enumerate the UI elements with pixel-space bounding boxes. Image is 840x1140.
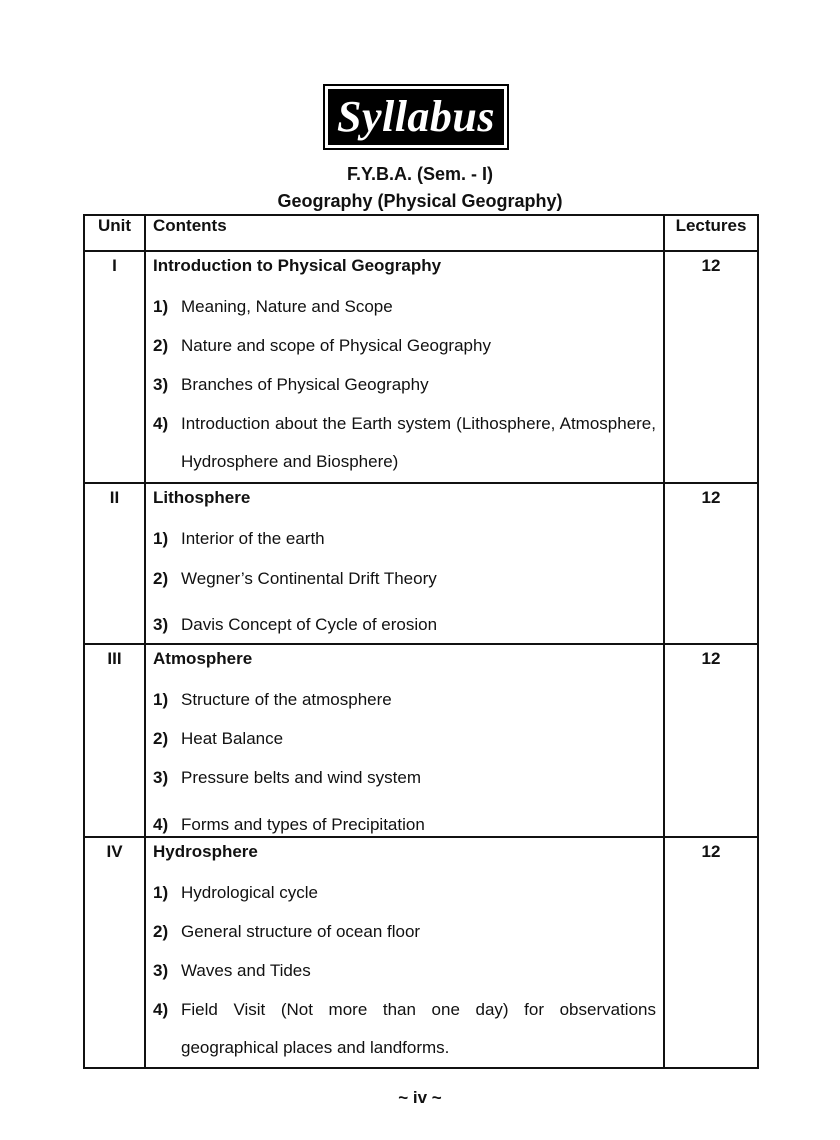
item-number: 4): [153, 815, 169, 834]
table-row: [84, 644, 758, 837]
unit-number: I: [84, 251, 145, 483]
item-text: Waves and Tides: [181, 961, 311, 980]
list-item: [153, 767, 656, 789]
table-row: [84, 483, 758, 644]
item-number: 2): [153, 569, 169, 588]
item-text: Wegner’s Continental Drift Theory: [181, 569, 437, 588]
item-text: Hydrological cycle: [181, 883, 318, 902]
list-item: [153, 413, 656, 481]
lectures-count: 12: [664, 251, 758, 483]
table-header-row: [84, 215, 758, 251]
item-number: 3): [153, 375, 169, 394]
item-number: 3): [153, 768, 169, 787]
unit-contents: [145, 483, 664, 644]
list-item: [153, 728, 656, 750]
unit-contents: [145, 837, 664, 1068]
lectures-count: 12: [664, 483, 758, 644]
item-text: Meaning, Nature and Scope: [181, 297, 393, 316]
item-text: Introduction about the Earth system (Lithosphere, Atmosphere, Hydrosphere and Biosphere): [181, 414, 656, 471]
syllabus-table: [83, 214, 759, 1069]
lectures-count: 12: [664, 644, 758, 837]
syllabus-title: Syllabus: [328, 89, 504, 145]
lectures-count: 12: [664, 837, 758, 1068]
item-number: 1): [153, 297, 169, 316]
list-item: [153, 296, 656, 318]
list-item: [153, 999, 656, 1067]
item-number: 1): [153, 690, 169, 709]
item-text: Davis Concept of Cycle of erosion: [181, 615, 438, 634]
table-row: [84, 837, 758, 1068]
item-text: Heat Balance: [181, 729, 284, 748]
unit-title: Introduction to Physical Geography: [153, 256, 442, 275]
list-item: [153, 960, 656, 982]
subject-heading: Geography (Physical Geography): [277, 191, 563, 211]
item-text: Pressure belts and wind system: [181, 768, 421, 787]
item-text: Forms and types of Precipitation: [181, 815, 425, 834]
unit-title: Hydrosphere: [153, 842, 258, 861]
item-text: Branches of Physical Geography: [181, 375, 429, 394]
unit-contents: [145, 644, 664, 837]
item-number: 2): [153, 729, 169, 748]
column-header-contents: Contents: [145, 215, 664, 251]
list-item: [153, 528, 656, 550]
list-item: [153, 921, 656, 943]
item-number: 2): [153, 922, 169, 941]
unit-number: II: [84, 483, 145, 644]
item-number: 1): [153, 883, 169, 902]
course-heading: F.Y.B.A. (Sem. - I): [346, 164, 494, 184]
unit-title: Atmosphere: [153, 649, 253, 668]
item-number: 3): [153, 615, 169, 634]
list-item: [153, 814, 656, 836]
item-text: Structure of the atmosphere: [181, 690, 392, 709]
unit-title: Lithosphere: [153, 488, 251, 507]
item-number: 4): [153, 1000, 169, 1019]
unit-contents: [145, 251, 664, 483]
list-item: [153, 689, 656, 711]
unit-number: IV: [84, 837, 145, 1068]
column-header-unit: Unit: [84, 215, 145, 251]
unit-number: III: [84, 644, 145, 837]
table-row: [84, 251, 758, 483]
list-item: [153, 882, 656, 904]
column-header-lectures: Lectures: [664, 215, 758, 251]
list-item: [153, 568, 656, 590]
item-text: Field Visit (Not more than one day) for observations geographical places and landforms.: [181, 1000, 656, 1057]
item-text: Nature and scope of Physical Geography: [181, 336, 491, 355]
list-item: [153, 335, 656, 357]
syllabus-banner: [323, 84, 509, 150]
list-item: [153, 374, 656, 396]
item-text: Interior of the earth: [181, 529, 325, 548]
page-number: ~ iv ~: [398, 1088, 442, 1107]
item-text: General structure of ocean floor: [181, 922, 421, 941]
item-number: 2): [153, 336, 169, 355]
item-number: 3): [153, 961, 169, 980]
list-item: [153, 614, 656, 636]
item-number: 1): [153, 529, 169, 548]
item-number: 4): [153, 414, 169, 433]
